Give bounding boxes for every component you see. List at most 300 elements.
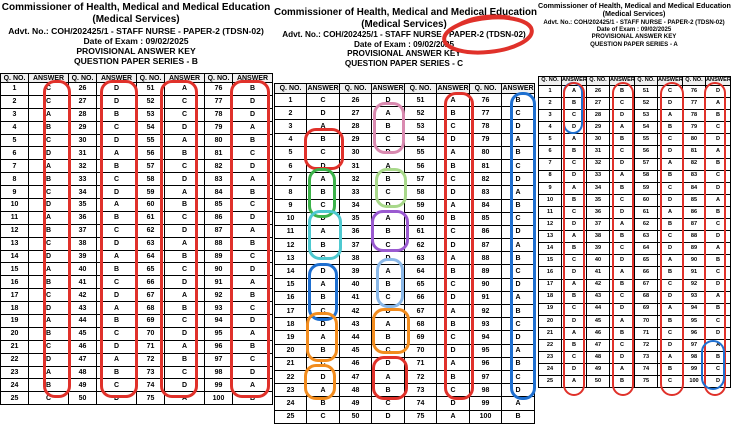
answer-cell: D bbox=[502, 120, 535, 133]
answer-cell: C bbox=[706, 122, 731, 134]
advt-number: Advt. No.: COH/202425/1 - STAFF NURSE - PAPER-2 (TDSN-02) bbox=[8, 25, 264, 36]
question-number-cell: 63 bbox=[405, 252, 437, 265]
question-number-cell: 61 bbox=[405, 225, 437, 238]
question-number-cell: 86 bbox=[683, 206, 706, 218]
answer-cell: C bbox=[658, 279, 683, 291]
answer-cell: D bbox=[97, 186, 137, 199]
table-row bbox=[275, 146, 535, 159]
question-number-cell: 73 bbox=[635, 352, 658, 364]
question-number-cell: 45 bbox=[587, 315, 610, 327]
table-row bbox=[275, 225, 535, 238]
answer-cell: C bbox=[165, 108, 205, 121]
question-number-cell: 81 bbox=[470, 159, 502, 172]
answer-cell: C bbox=[97, 173, 137, 186]
table-row bbox=[539, 364, 731, 376]
table-row bbox=[275, 173, 535, 186]
question-number-cell: 95 bbox=[205, 327, 233, 340]
answer-cell: C bbox=[97, 379, 137, 392]
question-number-cell: 48 bbox=[340, 384, 372, 397]
answer-cell: A bbox=[307, 278, 340, 291]
question-number-cell: 11 bbox=[539, 206, 562, 218]
question-number-cell: 83 bbox=[683, 170, 706, 182]
question-number-cell: 51 bbox=[405, 94, 437, 107]
table-row bbox=[1, 250, 273, 263]
question-number-cell: 99 bbox=[683, 364, 706, 376]
question-number-cell: 99 bbox=[205, 379, 233, 392]
answer-cell: B bbox=[706, 303, 731, 315]
question-number-cell: 87 bbox=[205, 224, 233, 237]
table-row bbox=[275, 331, 535, 344]
table-row bbox=[539, 134, 731, 146]
answer-cell: C bbox=[165, 315, 205, 328]
answer-cell: B bbox=[658, 267, 683, 279]
question-number-cell: 71 bbox=[137, 340, 165, 353]
column-header-answer: ANSWER bbox=[502, 85, 534, 92]
question-number-cell: 59 bbox=[405, 199, 437, 212]
question-number-cell: 67 bbox=[635, 279, 658, 291]
question-number-cell: 23 bbox=[539, 352, 562, 364]
answer-cell: C bbox=[437, 225, 470, 238]
answer-cell: B bbox=[502, 357, 535, 370]
question-number-cell: 83 bbox=[205, 173, 233, 186]
question-number-cell: 45 bbox=[69, 327, 97, 340]
answer-cell: D bbox=[562, 315, 587, 327]
answer-cell: A bbox=[307, 331, 340, 344]
answer-cell: B bbox=[502, 252, 535, 265]
question-number-cell: 42 bbox=[587, 279, 610, 291]
question-number-cell: 72 bbox=[635, 339, 658, 351]
answer-cell: B bbox=[437, 318, 470, 331]
question-number-cell: 20 bbox=[539, 315, 562, 327]
column-header-answer: ANSWER bbox=[706, 77, 731, 86]
column-header-qno: Q. NO. bbox=[340, 84, 372, 94]
answer-cell: D bbox=[437, 186, 470, 199]
answer-cell: D bbox=[233, 315, 273, 328]
answer-cell: A bbox=[165, 134, 205, 147]
answer-cell: A bbox=[307, 225, 340, 238]
answer-cell: C bbox=[658, 134, 683, 146]
question-number-cell: 74 bbox=[137, 379, 165, 392]
table-row bbox=[539, 182, 731, 194]
table-row bbox=[275, 397, 535, 410]
answer-cell: D bbox=[502, 384, 535, 397]
question-number-cell: 15 bbox=[539, 255, 562, 267]
answer-cell: D bbox=[562, 267, 587, 279]
question-number-cell: 86 bbox=[205, 211, 233, 224]
question-number-cell: 77 bbox=[470, 107, 502, 120]
question-number-cell: 12 bbox=[1, 224, 29, 237]
question-number-cell: 44 bbox=[69, 315, 97, 328]
question-number-cell: 72 bbox=[405, 370, 437, 383]
answer-cell: B bbox=[502, 199, 535, 212]
question-number-cell: 49 bbox=[69, 379, 97, 392]
answer-cell: C bbox=[233, 250, 273, 263]
answer-cell: B bbox=[610, 327, 635, 339]
answer-cell: A bbox=[502, 133, 535, 146]
question-number-cell: 28 bbox=[340, 120, 372, 133]
answer-cell: A bbox=[372, 212, 405, 225]
table-row bbox=[539, 158, 731, 170]
question-number-cell: 27 bbox=[340, 107, 372, 120]
answer-cell: D bbox=[233, 211, 273, 224]
answer-cell: B bbox=[233, 83, 273, 96]
table-row bbox=[539, 86, 731, 98]
answer-cell: D bbox=[307, 212, 340, 225]
series-label: QUESTION PAPER SERIES - C bbox=[344, 59, 464, 69]
question-number-cell: 80 bbox=[683, 134, 706, 146]
question-number-cell: 79 bbox=[470, 133, 502, 146]
answer-cell: C bbox=[307, 252, 340, 265]
answer-cell: A bbox=[165, 392, 205, 405]
question-number-cell: 68 bbox=[405, 318, 437, 331]
answer-cell: B bbox=[610, 86, 635, 98]
title-line-2: (Medical Services) bbox=[361, 18, 447, 30]
question-number-cell: 44 bbox=[340, 331, 372, 344]
question-number-cell: 25 bbox=[1, 392, 29, 405]
answer-cell: A bbox=[165, 340, 205, 353]
answer-cell: A bbox=[233, 379, 273, 392]
answer-cell: B bbox=[562, 339, 587, 351]
answer-cell: B bbox=[562, 146, 587, 158]
answer-cell: C bbox=[29, 83, 69, 96]
question-number-cell: 28 bbox=[587, 110, 610, 122]
question-number-cell: 11 bbox=[275, 225, 307, 238]
question-number-cell: 26 bbox=[69, 83, 97, 96]
advt-number: Advt. No.: COH/202425/1 - STAFF NURSE - PAPER-2 (TDSN-02) bbox=[282, 30, 526, 40]
answer-cell: B bbox=[233, 237, 273, 250]
table-row bbox=[1, 302, 273, 315]
answer-cell: D bbox=[372, 305, 405, 318]
answer-cell: C bbox=[97, 224, 137, 237]
question-number-cell: 45 bbox=[340, 344, 372, 357]
answer-cell: D bbox=[165, 327, 205, 340]
answer-cell: B bbox=[372, 225, 405, 238]
answer-cell: A bbox=[502, 344, 535, 357]
answer-cell: A bbox=[97, 353, 137, 366]
question-number-cell: 40 bbox=[340, 278, 372, 291]
answer-cell: D bbox=[437, 133, 470, 146]
series-label: QUESTION PAPER SERIES - A bbox=[590, 40, 678, 48]
question-number-cell: 86 bbox=[470, 225, 502, 238]
answer-cell: C bbox=[307, 305, 340, 318]
question-number-cell: 88 bbox=[683, 231, 706, 243]
answer-cell: D bbox=[372, 357, 405, 370]
answer-cell: A bbox=[610, 122, 635, 134]
answer-cell: A bbox=[706, 146, 731, 158]
answer-cell: A bbox=[610, 267, 635, 279]
answer-cell: C bbox=[658, 182, 683, 194]
question-number-cell: 35 bbox=[587, 194, 610, 206]
answer-cell: A bbox=[307, 173, 340, 186]
answer-cell: D bbox=[307, 159, 340, 172]
answer-cell: B bbox=[233, 289, 273, 302]
question-number-cell: 66 bbox=[635, 267, 658, 279]
question-number-cell: 83 bbox=[470, 186, 502, 199]
answer-cell: C bbox=[437, 331, 470, 344]
answer-cell: C bbox=[29, 392, 69, 405]
question-number-cell: 75 bbox=[635, 376, 658, 388]
answer-cell: B bbox=[97, 211, 137, 224]
answer-cell: A bbox=[706, 339, 731, 351]
question-number-cell: 57 bbox=[635, 158, 658, 170]
question-number-cell: 35 bbox=[69, 199, 97, 212]
question-number-cell: 47 bbox=[340, 370, 372, 383]
answer-cell: C bbox=[437, 384, 470, 397]
question-number-cell: 84 bbox=[470, 199, 502, 212]
question-number-cell: 2 bbox=[275, 107, 307, 120]
answer-cell: A bbox=[610, 315, 635, 327]
question-number-cell: 55 bbox=[405, 146, 437, 159]
table-row bbox=[539, 327, 731, 339]
answer-cell: D bbox=[562, 364, 587, 376]
answer-cell: D bbox=[502, 173, 535, 186]
question-number-cell: 73 bbox=[405, 384, 437, 397]
answer-cell: C bbox=[233, 302, 273, 315]
question-number-cell: 54 bbox=[405, 133, 437, 146]
answer-cell: B bbox=[658, 315, 683, 327]
answer-cell: D bbox=[307, 107, 340, 120]
question-number-cell: 77 bbox=[683, 98, 706, 110]
table-row bbox=[1, 199, 273, 212]
question-number-cell: 8 bbox=[539, 170, 562, 182]
question-number-cell: 1 bbox=[1, 83, 29, 96]
answer-cell: D bbox=[29, 147, 69, 160]
question-number-cell: 23 bbox=[275, 384, 307, 397]
question-number-cell: 33 bbox=[340, 186, 372, 199]
column-header-answer: ANSWER bbox=[29, 74, 69, 83]
question-number-cell: 88 bbox=[205, 237, 233, 250]
question-number-cell: 29 bbox=[340, 133, 372, 146]
answer-cell: D bbox=[610, 158, 635, 170]
question-number-cell: 1 bbox=[539, 86, 562, 98]
answer-cell: D bbox=[307, 265, 340, 278]
answer-cell: B bbox=[610, 279, 635, 291]
answer-cell: C bbox=[706, 170, 731, 182]
table-row bbox=[539, 303, 731, 315]
question-number-cell: 58 bbox=[405, 186, 437, 199]
answer-cell: C bbox=[658, 327, 683, 339]
answer-cell: C bbox=[165, 263, 205, 276]
question-number-cell: 22 bbox=[539, 339, 562, 351]
answer-cell: A bbox=[29, 160, 69, 173]
answer-cell: A bbox=[29, 315, 69, 328]
answer-cell: B bbox=[658, 170, 683, 182]
answer-cell: C bbox=[562, 206, 587, 218]
answer-cell: C bbox=[437, 278, 470, 291]
answer-cell: C bbox=[29, 237, 69, 250]
answer-cell: D bbox=[29, 353, 69, 366]
answer-cell: A bbox=[610, 170, 635, 182]
answer-cell: D bbox=[165, 173, 205, 186]
question-number-cell: 32 bbox=[340, 173, 372, 186]
panel-header bbox=[274, 0, 537, 69]
answer-cell: A bbox=[658, 255, 683, 267]
question-number-cell: 42 bbox=[69, 289, 97, 302]
table-row bbox=[1, 160, 273, 173]
question-number-cell: 73 bbox=[137, 366, 165, 379]
question-number-cell: 38 bbox=[69, 237, 97, 250]
answer-cell: C bbox=[97, 121, 137, 134]
question-number-cell: 43 bbox=[69, 302, 97, 315]
question-number-cell: 29 bbox=[587, 122, 610, 134]
question-number-cell: 43 bbox=[587, 291, 610, 303]
table-row bbox=[275, 265, 535, 278]
table-row bbox=[275, 133, 535, 146]
question-number-cell: 24 bbox=[1, 379, 29, 392]
answer-cell: A bbox=[372, 107, 405, 120]
column-header-qno: Q. NO. bbox=[1, 74, 29, 83]
advt-number: Advt. No.: COH/202425/1 - STAFF NURSE - PAPER-2 (TDSN-02) bbox=[543, 18, 725, 26]
answer-cell: B bbox=[562, 291, 587, 303]
question-number-cell: 69 bbox=[137, 315, 165, 328]
table-row bbox=[1, 186, 273, 199]
answer-table bbox=[0, 73, 273, 405]
question-number-cell: 27 bbox=[587, 98, 610, 110]
question-number-cell: 30 bbox=[340, 146, 372, 159]
question-number-cell: 20 bbox=[275, 344, 307, 357]
answer-cell: C bbox=[706, 267, 731, 279]
answer-cell: C bbox=[372, 133, 405, 146]
answer-cell: C bbox=[372, 397, 405, 410]
question-number-cell: 82 bbox=[205, 160, 233, 173]
answer-cell: B bbox=[165, 250, 205, 263]
answer-cell: A bbox=[233, 276, 273, 289]
question-number-cell: 91 bbox=[683, 267, 706, 279]
table-row bbox=[275, 278, 535, 291]
answer-cell: A bbox=[706, 194, 731, 206]
table-header-row bbox=[1, 74, 273, 83]
answer-cell: A bbox=[437, 199, 470, 212]
answer-cell: C bbox=[307, 146, 340, 159]
question-number-cell: 18 bbox=[275, 318, 307, 331]
question-number-cell: 69 bbox=[635, 303, 658, 315]
question-number-cell: 25 bbox=[275, 410, 307, 423]
table-row bbox=[539, 279, 731, 291]
question-number-cell: 37 bbox=[340, 239, 372, 252]
question-number-cell: 4 bbox=[1, 121, 29, 134]
question-number-cell: 97 bbox=[470, 370, 502, 383]
table-row bbox=[539, 255, 731, 267]
question-number-cell: 87 bbox=[683, 219, 706, 231]
question-number-cell: 98 bbox=[470, 384, 502, 397]
question-number-cell: 64 bbox=[635, 243, 658, 255]
question-number-cell: 54 bbox=[635, 122, 658, 134]
table-row bbox=[275, 120, 535, 133]
question-number-cell: 53 bbox=[137, 108, 165, 121]
answer-cell: D bbox=[706, 231, 731, 243]
answer-key-series-b bbox=[0, 0, 272, 400]
answer-cell: B bbox=[610, 376, 635, 388]
column-header-qno: Q. NO. bbox=[587, 77, 610, 86]
question-number-cell: 31 bbox=[340, 159, 372, 172]
question-number-cell: 55 bbox=[635, 134, 658, 146]
answer-cell: A bbox=[165, 289, 205, 302]
question-number-cell: 60 bbox=[137, 199, 165, 212]
question-number-cell: 90 bbox=[205, 263, 233, 276]
question-number-cell: 13 bbox=[1, 237, 29, 250]
question-number-cell: 32 bbox=[587, 158, 610, 170]
answer-cell: A bbox=[658, 303, 683, 315]
table-row bbox=[275, 318, 535, 331]
answer-cell: A bbox=[165, 83, 205, 96]
question-number-cell: 38 bbox=[587, 231, 610, 243]
table-row bbox=[275, 199, 535, 212]
answer-cell: D bbox=[372, 199, 405, 212]
column-header-answer: ANSWER bbox=[437, 85, 469, 92]
answer-cell: A bbox=[610, 364, 635, 376]
answer-cell: B bbox=[562, 98, 587, 110]
series-label: QUESTION PAPER SERIES - B bbox=[74, 56, 198, 67]
question-number-cell: 65 bbox=[635, 255, 658, 267]
question-number-cell: 19 bbox=[275, 331, 307, 344]
question-number-cell: 67 bbox=[405, 305, 437, 318]
answer-cell: A bbox=[437, 252, 470, 265]
exam-date: Date of Exam : 09/02/2025 bbox=[353, 39, 455, 49]
question-number-cell: 3 bbox=[1, 108, 29, 121]
table-row bbox=[275, 370, 535, 383]
question-number-cell: 41 bbox=[587, 267, 610, 279]
answer-cell: C bbox=[502, 318, 535, 331]
table-row bbox=[539, 231, 731, 243]
answer-table bbox=[538, 76, 731, 388]
question-number-cell: 12 bbox=[275, 239, 307, 252]
answer-cell: B bbox=[307, 291, 340, 304]
question-number-cell: 56 bbox=[635, 146, 658, 158]
answer-cell: A bbox=[233, 327, 273, 340]
question-number-cell: 7 bbox=[539, 158, 562, 170]
answer-cell: C bbox=[502, 159, 535, 172]
column-header-qno: Q. NO. bbox=[683, 77, 706, 86]
table-row bbox=[539, 110, 731, 122]
answer-cell: A bbox=[165, 237, 205, 250]
question-number-cell: 59 bbox=[635, 182, 658, 194]
question-number-cell: 40 bbox=[69, 263, 97, 276]
question-number-cell: 23 bbox=[1, 366, 29, 379]
question-number-cell: 42 bbox=[340, 305, 372, 318]
question-number-cell: 20 bbox=[1, 327, 29, 340]
answer-cell: A bbox=[437, 305, 470, 318]
answer-cell: D bbox=[706, 86, 731, 98]
answer-cell: C bbox=[29, 95, 69, 108]
question-number-cell: 3 bbox=[275, 120, 307, 133]
question-number-cell: 16 bbox=[1, 276, 29, 289]
answer-cell: C bbox=[658, 231, 683, 243]
table-row bbox=[539, 170, 731, 182]
answer-cell: D bbox=[562, 219, 587, 231]
answer-cell: D bbox=[165, 121, 205, 134]
question-number-cell: 18 bbox=[539, 291, 562, 303]
question-number-cell: 78 bbox=[470, 120, 502, 133]
answer-cell: C bbox=[372, 344, 405, 357]
question-number-cell: 91 bbox=[205, 276, 233, 289]
question-number-cell: 77 bbox=[205, 95, 233, 108]
question-number-cell: 39 bbox=[340, 265, 372, 278]
title-line-2: (Medical Services) bbox=[602, 9, 666, 19]
answer-cell: C bbox=[437, 120, 470, 133]
question-number-cell: 92 bbox=[470, 305, 502, 318]
answer-cell: A bbox=[29, 263, 69, 276]
question-number-cell: 33 bbox=[587, 170, 610, 182]
answer-cell: B bbox=[610, 231, 635, 243]
question-number-cell: 60 bbox=[635, 194, 658, 206]
table-row bbox=[275, 344, 535, 357]
answer-cell: D bbox=[165, 276, 205, 289]
answer-cell: A bbox=[307, 384, 340, 397]
answer-cell: B bbox=[97, 160, 137, 173]
question-number-cell: 95 bbox=[470, 344, 502, 357]
question-number-cell: 5 bbox=[1, 134, 29, 147]
answer-cell: B bbox=[562, 243, 587, 255]
